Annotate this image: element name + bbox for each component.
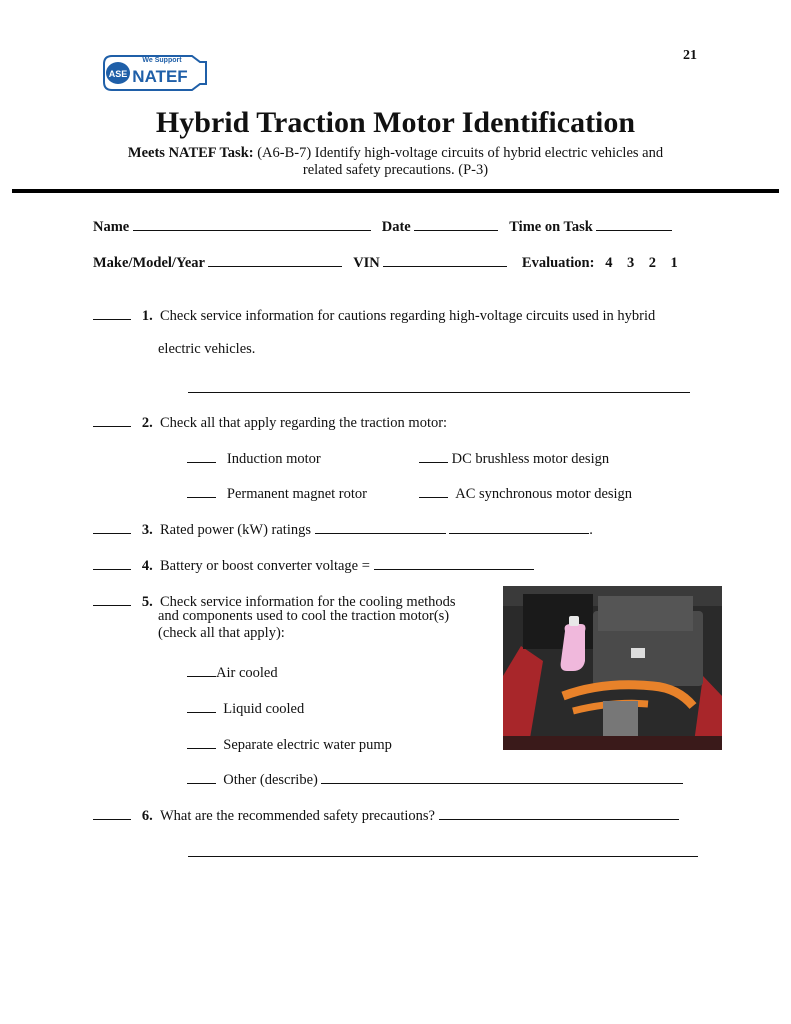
vin-label: VIN (353, 255, 380, 271)
date-label: Date (381, 219, 411, 235)
vin-input-line[interactable] (383, 252, 507, 267)
option-check-line (187, 769, 216, 784)
evaluation-label: Evaluation: (521, 255, 595, 271)
option-label: DC brushless motor design (451, 451, 610, 467)
option-label: Permanent magnet rotor (226, 486, 367, 502)
eval-score-3[interactable]: 3 (627, 255, 635, 271)
step-1-check-line[interactable] (93, 305, 131, 320)
step-3-number: 3. (141, 522, 153, 538)
option-check-line (187, 698, 216, 713)
option-label: Other (describe) (223, 772, 318, 788)
option-check-line (419, 448, 448, 463)
date-input-line[interactable] (414, 216, 498, 231)
step-5-text-line-2: and components used to cool the traction motor(s) (158, 608, 450, 624)
option-label: Induction motor (226, 451, 321, 467)
step-5-text-line-3: (check all that apply): (158, 625, 285, 641)
logo-name-text: NATEF (132, 67, 188, 86)
step-1-answer-line[interactable] (188, 392, 690, 393)
option-label: Separate electric water pump (223, 737, 392, 753)
option-electric-water-pump[interactable] (187, 734, 392, 754)
step-2 (93, 412, 447, 432)
step-5-text: Check service information for the cooling methods (160, 594, 456, 610)
voltage-input-line[interactable] (374, 555, 534, 570)
step-3-check-line[interactable] (93, 519, 131, 534)
option-check-line (187, 483, 216, 498)
option-check-line (187, 734, 216, 749)
step-6-check-line[interactable] (93, 805, 131, 820)
eval-score-2[interactable]: 2 (648, 255, 657, 271)
make-model-year-input-line[interactable] (208, 252, 342, 267)
option-other[interactable] (187, 769, 683, 789)
option-check-line (187, 448, 216, 463)
name-label: Name (93, 219, 130, 235)
step-1 (93, 305, 655, 325)
option-label: AC synchronous motor design (455, 486, 633, 502)
step-2-number: 2. (141, 415, 153, 431)
task-description (0, 145, 791, 179)
name-field-row (93, 216, 672, 236)
time-on-task-input-line[interactable] (596, 216, 672, 231)
natef-logo (96, 48, 212, 98)
time-on-task-label: Time on Task (509, 219, 593, 235)
logo-top-text: We Support (142, 57, 182, 64)
eval-score-4[interactable]: 4 (605, 255, 613, 271)
step-2-text: Check all that apply regarding the traction motor: (160, 415, 448, 431)
safety-answer-line-2[interactable] (188, 856, 698, 857)
option-air-cooled[interactable] (187, 662, 278, 682)
power-rating-line-2[interactable] (449, 519, 589, 534)
task-label: Meets NATEF Task: (127, 145, 254, 161)
step-6-text: What are the recommended safety precautions? (160, 808, 435, 824)
option-induction-motor[interactable] (187, 448, 321, 468)
page-title: Hybrid Traction Motor Identification (155, 106, 636, 139)
engine-bay-photo (503, 586, 722, 750)
step-1-number: 1. (141, 308, 153, 324)
step-6-number: 6. (141, 808, 153, 824)
step-4-text: Battery or boost converter voltage = (160, 558, 370, 574)
vehicle-field-row (93, 252, 678, 272)
task-line-1: (A6-B-7) Identify high-voltage circuits of hybrid electric vehicles and (257, 145, 664, 161)
option-check-line (419, 483, 448, 498)
step-6 (93, 805, 679, 825)
step-4-check-line[interactable] (93, 555, 131, 570)
option-label: Air cooled (216, 665, 278, 681)
name-input-line[interactable] (133, 216, 371, 231)
option-permanent-magnet[interactable] (187, 483, 367, 503)
header-divider (12, 189, 779, 193)
step-4 (93, 555, 534, 575)
other-describe-line[interactable] (321, 769, 683, 784)
step-1-text: Check service information for cautions regarding high-voltage circuits used in hybrid (160, 308, 656, 324)
power-rating-line-1[interactable] (315, 519, 446, 534)
step-3: 3. Rated power (kW) ratings . (93, 519, 593, 539)
step-2-check-line[interactable] (93, 412, 131, 427)
step-4-number: 4. (141, 558, 153, 574)
option-check-line (187, 662, 216, 677)
logo-badge-text: ASE (108, 69, 128, 79)
option-liquid-cooled[interactable] (187, 698, 304, 718)
make-model-year-label: Make/Model/Year (93, 255, 205, 271)
step-5-number: 5. (141, 594, 153, 610)
step-5-check-line[interactable] (93, 591, 131, 606)
page-number: 21 (683, 48, 697, 63)
step-3-text: Rated power (kW) ratings (160, 522, 311, 538)
task-line-2: related safety precautions. (P-3) (302, 162, 489, 178)
option-label: Liquid cooled (223, 701, 305, 717)
option-ac-synchronous[interactable] (419, 483, 632, 503)
option-dc-brushless[interactable] (419, 448, 609, 468)
step-1-text-continued: electric vehicles. (158, 341, 256, 357)
safety-answer-line-1[interactable] (439, 805, 679, 820)
eval-score-1[interactable]: 1 (670, 255, 678, 271)
